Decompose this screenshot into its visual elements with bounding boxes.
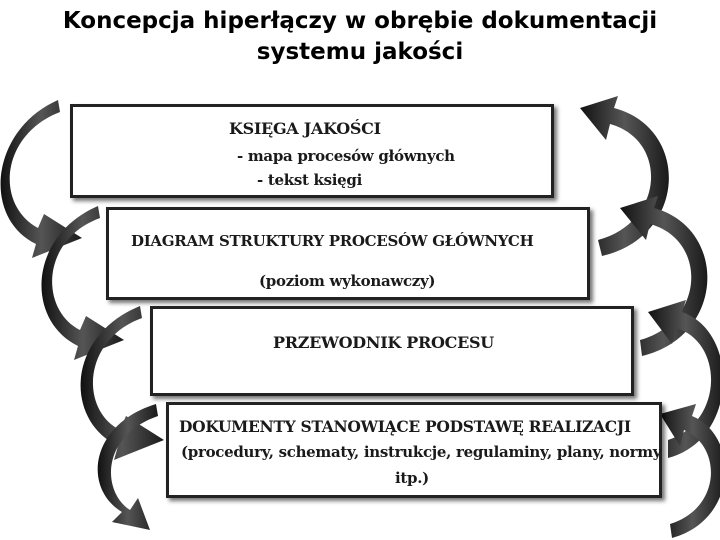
title-line-1: Koncepcja hiperłączy w obrębie dokumentacji	[62, 8, 658, 34]
box-heading: PRZEWODNIK PROCESU	[273, 333, 494, 352]
box-heading: DIAGRAM STRUKTURY PROCESÓW GŁÓWNYCH	[131, 232, 534, 250]
box-line: (poziom wykonawczy)	[259, 272, 436, 290]
right-arrow-1	[580, 96, 669, 256]
title-line-2: systemu jakości	[256, 39, 464, 65]
box-line: itp.)	[395, 469, 429, 487]
box-dokumenty	[166, 402, 662, 498]
box-line: - tekst księgi	[257, 171, 362, 189]
box-ksiega-jakosci	[70, 104, 554, 198]
box-przewodnik-procesu	[150, 306, 634, 396]
box-heading: DOKUMENTY STANOWIĄCE PODSTAWĘ REALIZACJI	[179, 417, 631, 436]
box-line: (procedury, schematy, instrukcje, regulaminy, plany, normy	[181, 443, 662, 461]
box-heading: KSIĘGA JAKOŚCI	[229, 119, 381, 138]
box-diagram-struktury	[106, 207, 590, 300]
box-line: - mapa procesów głównych	[237, 147, 455, 165]
